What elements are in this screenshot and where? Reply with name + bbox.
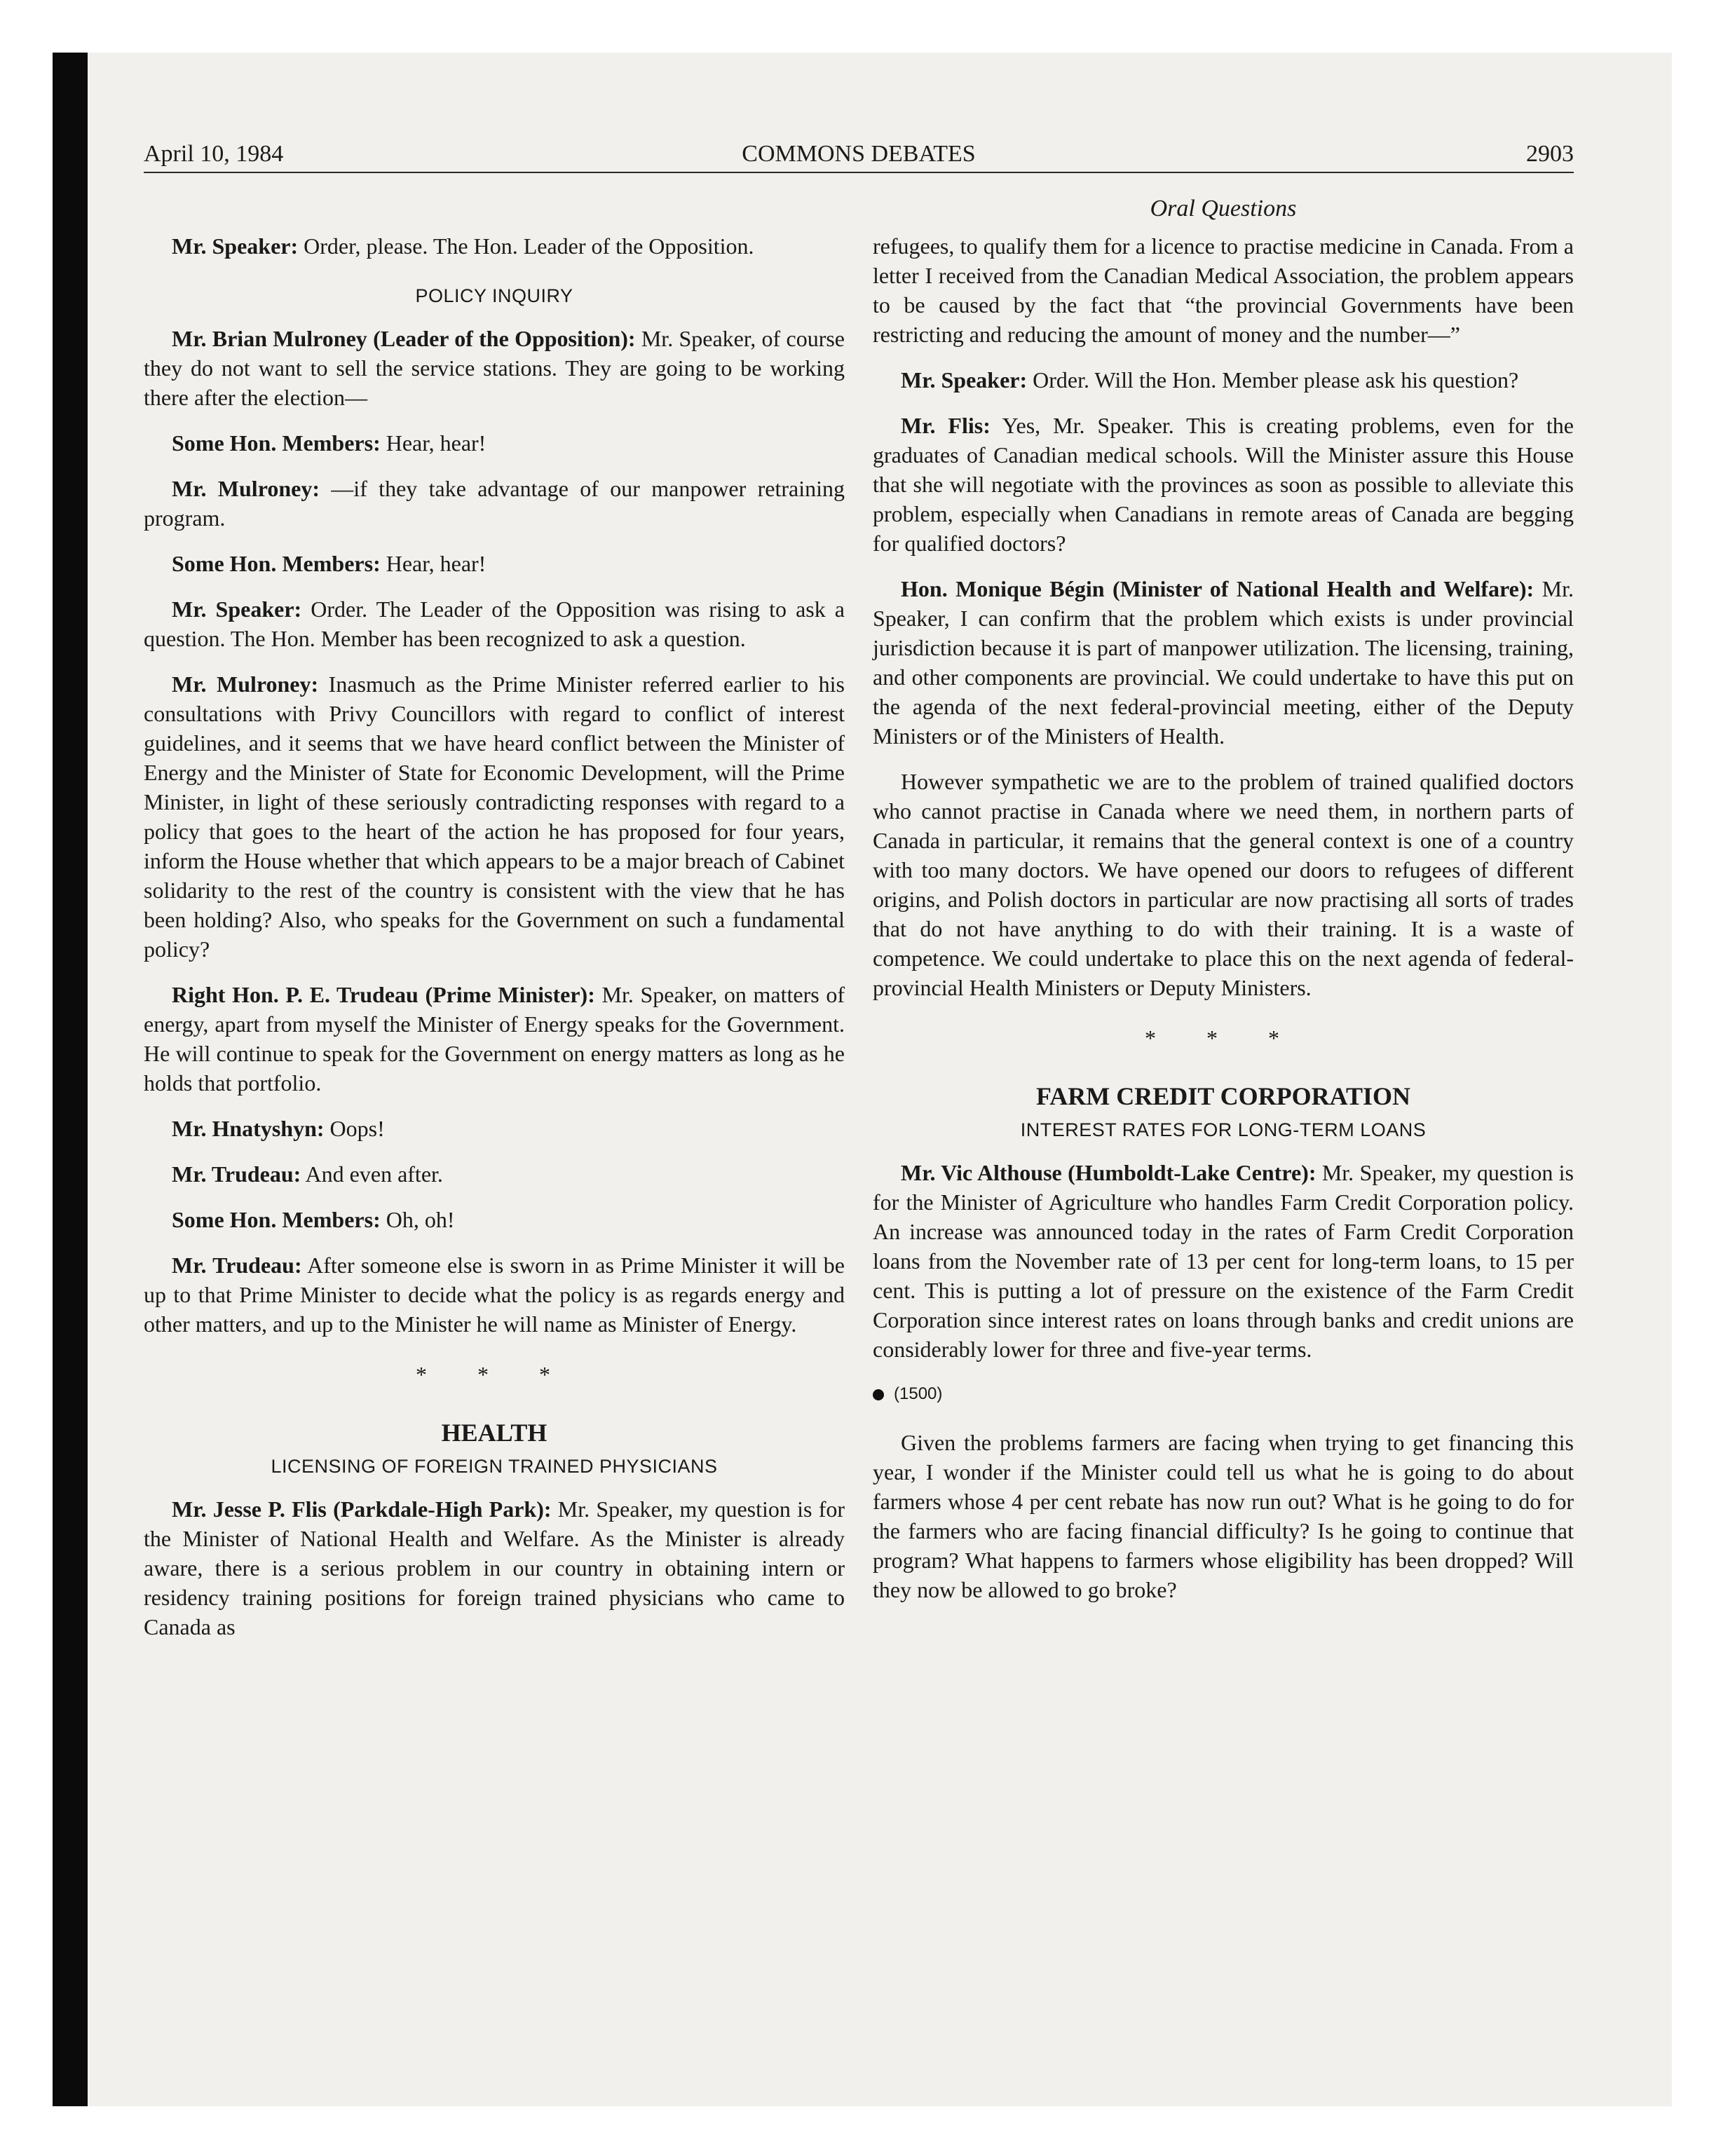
speaker-name: Mr. Speaker:: [172, 233, 299, 259]
speech-text: Oh, oh!: [380, 1207, 455, 1232]
speaker-name: Some Hon. Members:: [172, 430, 381, 456]
speech-text: Order. The Leader of the Opposition was rising to ask a question. The Hon. Member has been recognized to ask a question.: [144, 596, 845, 651]
speech-text: Order. Will the Hon. Member please ask his question?: [1027, 367, 1519, 393]
speech-text: After someone else is sworn in as Prime Minister it will be up to that Prime Minister to decide what the policy is as regards energy and other matters, and up to the Minister he will name as Minister of Energy.: [144, 1253, 845, 1337]
speech-text: Oops!: [324, 1116, 385, 1141]
paragraph: [144, 231, 845, 261]
paragraph: refugees, to qualify them for a licence to practise medicine in Canada. From a letter I received from the Canadian Medical Association, the problem appears to be caused by the fact that “the provincial Governments have been restricting and reducing the amount of money and the number—”: [873, 233, 1574, 347]
speaker-name: Mr. Jesse P. Flis (Parkdale-High Park):: [172, 1496, 552, 1522]
bullet-icon: [873, 1389, 884, 1400]
section-heading: HEALTH: [441, 1419, 547, 1447]
right-column: [873, 231, 1574, 1621]
speech-text: Yes, Mr. Speaker. This is creating problems, even for the graduates of Canadian medical schools. Will the Minister assure this House that she will negotiate with the provinces as soon as possible to alleviate this problem, especially when Canadians in remote areas of Canada are begging for qualified doctors?: [873, 413, 1574, 556]
paragraph: [873, 1158, 1574, 1364]
paragraph: [873, 411, 1574, 558]
speaker-name: Some Hon. Members:: [172, 551, 381, 576]
section-separator: * * *: [1145, 1025, 1302, 1051]
speaker-name: Some Hon. Members:: [172, 1207, 381, 1232]
speaker-name: Mr. Speaker:: [172, 596, 302, 622]
header-date: April 10, 1984: [144, 141, 284, 167]
speaker-name: Mr. Trudeau:: [172, 1253, 302, 1278]
header-publication: COMMONS DEBATES: [742, 141, 976, 167]
speaker-name: Mr. Vic Althouse (Humboldt-Lake Centre):: [901, 1160, 1316, 1185]
paragraph: [144, 549, 845, 578]
speaker-name: Mr. Flis:: [901, 413, 991, 438]
left-column: [144, 231, 845, 1658]
speech-text: Mr. Speaker, my question is for the Minister of Agriculture who handles Farm Credit Corporation policy. An increase was announced today in the rates of Farm Credit Corporation loans from the November rate of 13 per cent for long-term loans, to 15 per cent. This is putting a lot of pressure on the existence of the Farm Credit Corporation since interest rates on loans through banks and credit unions are considerably lower for three and five-year terms.: [873, 1160, 1574, 1362]
speaker-name: Mr. Brian Mulroney (Leader of the Opposition):: [172, 326, 636, 351]
running-section-title: Oral Questions: [1150, 196, 1297, 221]
section-heading: FARM CREDIT CORPORATION: [1035, 1082, 1410, 1110]
paragraph: However sympathetic we are to the problem of trained qualified doctors who cannot practise in Canada where we need them, in northern parts of Canada in particular, it remains that the general context is one of a country with too many doctors. We have opened our doors to refugees of different origins, and Polish doctors in particular are now practising all sorts of trades that do not have anything to do with their training. It is a waste of competence. We could undertake to place this on the next agenda of federal-provincial Health Ministers or Deputy Ministers.: [873, 769, 1574, 1000]
speech-text: Order, please. The Hon. Leader of the Opposition.: [298, 233, 754, 259]
speech-text: —if they take advantage of our manpower retraining program.: [144, 476, 845, 531]
speaker-name: Mr. Hnatyshyn:: [172, 1116, 325, 1141]
speech-text: Hear, hear!: [380, 551, 487, 576]
speech-text: Hear, hear!: [380, 430, 487, 456]
speech-text: Mr. Speaker, on matters of energy, apart from myself the Minister of Energy speaks for the Government. He will continue to speak for the Government on energy matters as long as he holds that portfolio.: [144, 982, 845, 1096]
speaker-name: Mr. Speaker:: [901, 367, 1028, 393]
speech-text: Mr. Speaker, I can confirm that the problem which exists is under provincial jurisdiction because it is part of manpower utilization. The licensing, training, and other components are provincial. We could undertake to have this put on the agenda of the next federal-provincial meeting, either of the Deputy Ministers or of the Ministers of Health.: [873, 576, 1574, 749]
speech-text: Mr. Speaker, my question is for the Minister of National Health and Welfare. As the Minister is already aware, there is a serious problem in our country in obtaining intern or residency training positions for foreign trained physicians who came to Canada as: [144, 1496, 845, 1639]
paragraph: [873, 365, 1574, 395]
speaker-name: Mr. Trudeau:: [172, 1161, 301, 1187]
time-marker-text: (1500): [894, 1384, 943, 1403]
header-rule: [144, 172, 1574, 173]
speech-text: And even after.: [301, 1161, 443, 1187]
speaker-name: Hon. Monique Bégin (Minister of National Health and Welfare):: [901, 576, 1535, 601]
section-separator: * * *: [416, 1362, 573, 1387]
paragraph: [144, 669, 845, 964]
paragraph: [873, 574, 1574, 751]
subheading: POLICY INQUIRY: [415, 285, 573, 306]
subheading: LICENSING OF FOREIGN TRAINED PHYSICIANS: [271, 1456, 718, 1477]
paragraph: [144, 1114, 845, 1143]
paragraph: [144, 594, 845, 653]
scan-edge: [53, 53, 88, 2106]
speaker-name: Mr. Mulroney:: [172, 671, 319, 697]
speaker-name: Mr. Mulroney:: [172, 476, 320, 501]
paragraph: [144, 428, 845, 458]
speech-text: Mr. Speaker, of course they do not want to sell the service stations. They are going to be working there after the election—: [144, 326, 845, 410]
paragraph: [144, 1205, 845, 1234]
paragraph: [144, 324, 845, 412]
paragraph: [144, 1250, 845, 1339]
time-marker: [873, 1380, 1574, 1408]
paragraph: [144, 474, 845, 533]
paragraph: [144, 980, 845, 1098]
paragraph: Given the problems farmers are facing when trying to get financing this year, I wonder if the Minister could tell us what he is going to do about farmers whose 4 per cent rebate has now run out? What is he going to do for the farmers who are facing financial difficulty? Is he going to continue that program? What happens to farmers whose eligibility has been dropped? Will they now be allowed to go broke?: [873, 1430, 1574, 1602]
header-page-number: 2903: [1526, 141, 1574, 167]
subheading: INTEREST RATES FOR LONG-TERM LOANS: [1020, 1119, 1427, 1140]
speaker-name: Right Hon. P. E. Trudeau (Prime Minister):: [172, 982, 595, 1007]
speech-text: Inasmuch as the Prime Minister referred earlier to his consultations with Privy Councillors with regard to conflict of interest guidelines, and it seems that we have heard conflict between the Minister of Energy and the Minister of State for Economic Development, will the Prime Minister, in light of these seriously contradicting responses with regard to a policy that goes to the heart of the action he has proposed for four years, inform the House whether that which appears to be a major breach of Cabinet solidarity to the rest of the country is consistent with the view that he has been holding? Also, who speaks for the Government on such a fundamental policy?: [144, 671, 845, 962]
paragraph: [144, 1159, 845, 1189]
paragraph: [144, 1494, 845, 1642]
